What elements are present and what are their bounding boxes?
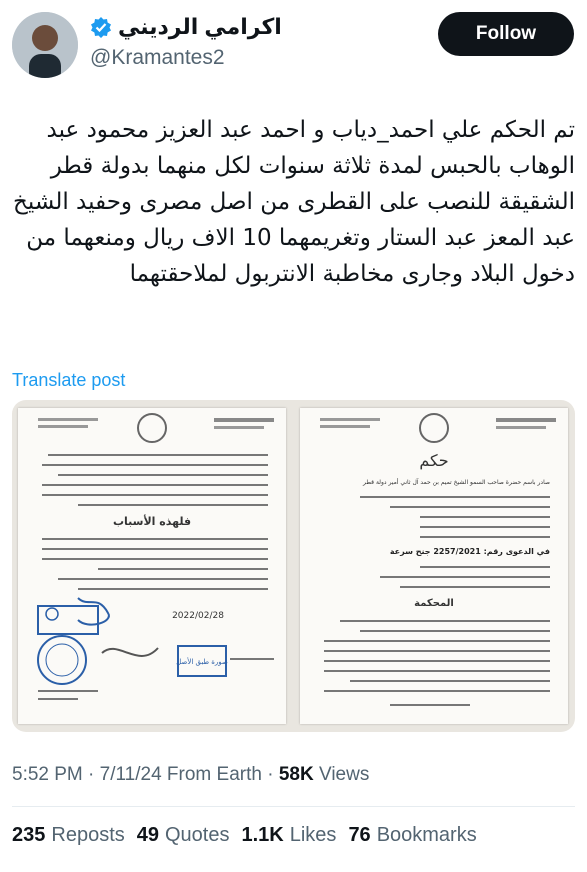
tweet-media[interactable]: [12, 400, 575, 732]
reposts-label: Reposts: [51, 824, 125, 846]
quotes-stat[interactable]: [137, 824, 230, 847]
reposts-stat[interactable]: [12, 824, 125, 847]
tweet-source: From Earth: [166, 764, 262, 785]
likes-stat[interactable]: [241, 824, 336, 847]
left-doc-date: 2022/02/28: [172, 611, 224, 621]
verified-badge-icon: [90, 16, 112, 38]
bookmarks-count: 76: [348, 824, 371, 846]
likes-count: 1.1K: [241, 824, 284, 846]
user-handle[interactable]: @Kramantes2: [90, 46, 225, 69]
tweet-meta: [12, 764, 369, 786]
follow-button[interactable]: Follow: [438, 12, 574, 56]
meta-separator: ·: [267, 764, 274, 785]
court-document-left-graphic: [18, 408, 286, 724]
views-count: 58K: [278, 764, 314, 785]
bookmarks-stat[interactable]: [348, 824, 476, 847]
tweet-time[interactable]: 5:52 PM: [12, 764, 83, 785]
avatar[interactable]: [12, 12, 78, 78]
left-doc-section-title: فلهذه الأسباب: [112, 515, 192, 528]
bookmarks-label: Bookmarks: [376, 824, 477, 846]
right-doc-issued-by: صادر باسم حضرة صاحب السمو الشيخ تميم بن حمد آل ثاني أمير دولة قطر: [362, 479, 550, 486]
left-doc-stamp: صورة طبق الأصل: [176, 658, 228, 666]
views-label: Views: [318, 764, 370, 785]
avatar-image: [12, 12, 78, 78]
tweet-date[interactable]: 7/11/24: [99, 764, 162, 785]
right-doc-case: في الدعوى رقم: 2257/2021 جنح سرعة: [389, 547, 550, 556]
quotes-count: 49: [136, 824, 159, 846]
divider: [12, 806, 575, 807]
engagement-stats: [12, 824, 477, 847]
court-document-left: [18, 408, 286, 724]
tweet-text: تم الحكم علي احمد_دياب و احمد عبد العزيز محمود عبد الوهاب بالحبس لمدة ثلاثة سنوات لكل منهما بدولة قطر الشقيقة للنصب على القطرى من اصل مصرى وحفيد الشيخ عبد المعز عبد الستار وتغريمهما 10 الاف ريال ومنعهما من دخول البلاد وجارى مخاطبة الانتربول لملاحقتهما: [13, 117, 575, 287]
right-doc-title: حكم: [419, 451, 449, 470]
display-name-text: اكرامي الرديني: [118, 14, 282, 39]
display-name[interactable]: [90, 14, 282, 40]
tweet-header: [0, 0, 587, 100]
translate-post-link[interactable]: Translate post: [12, 370, 126, 390]
reposts-count: 235: [12, 824, 46, 846]
right-doc-section-title: المحكمة: [414, 598, 454, 609]
court-document-right-graphic: [300, 408, 568, 724]
court-document-right: [300, 408, 568, 724]
meta-separator: ·: [88, 764, 95, 785]
likes-label: Likes: [289, 824, 337, 846]
quotes-label: Quotes: [165, 824, 230, 846]
